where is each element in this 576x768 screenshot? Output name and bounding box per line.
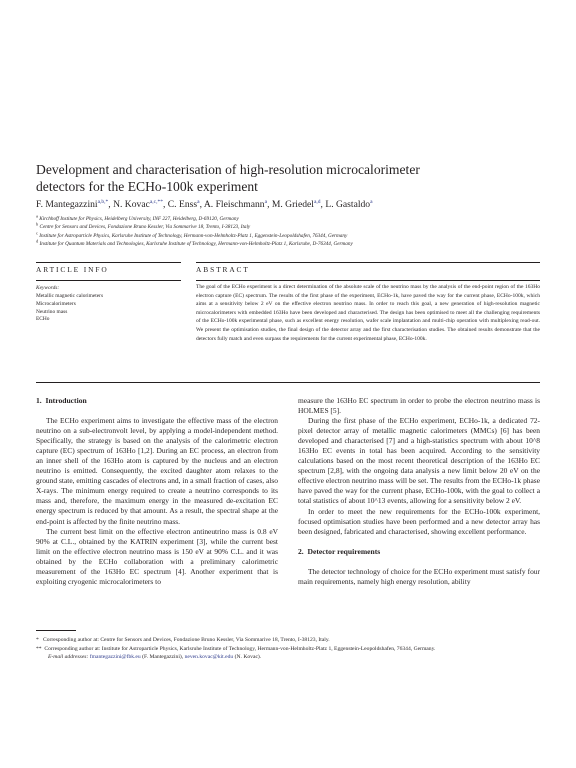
author: C. Enss$^a$, (167, 198, 204, 210)
paper-title-line: detectors for the ECHo-100k experiment (36, 179, 258, 194)
section-heading: 1. Introduction (36, 396, 87, 405)
abstract-text: The goal of the ECHo experiment is a direct determination of the absolute scale of the neutrino mass by the analysis of the end-point region of the 163Ho electron capture (EC) spectrum. The results of the first phase of the experiment, ECHo-1k, have paved the way for the current phase, ECHo-100k, which aims at a sensitivity below 2 eV on the effective electron neutrino mass. In order to reach this goal, a new generation of high-resolution magnetic microcalorimeters with embedded 163Ho have been developed and characterised. The design has been optimised to meet all the challenging requirements of the ECHo-100k experimental phase, such as excellent energy resolution, wafer scale implantation and multi-chip operation with multiplexing read-out. We present the optimisation studies, the final design of the detector array and the first characterisation studies. The obtained results demonstrate that the detectors fully match and even surpass the requirements for the current experimental phase, ECHo-100k. (196, 284, 540, 342)
affiliation: $^b$ Centre for Sensors and Devices, Fondazione Bruno Kessler, Via Sommarive 18, Trento, I-38123, Italy (36, 221, 251, 231)
keyword: Neutrino mass (36, 308, 68, 315)
author: N. Kovac$^{a,c,**}$, (113, 198, 168, 210)
author: A. Fleischmann$^a$, (203, 198, 272, 210)
paragraph: The current best limit on the effective electron antineutrino mass is 0.8 eV 90% at C.L., obtained by the KATRIN experiment [3], while the current best limit on the effective electron neutrino mass is 150 eV at 90% C.L. and it was obtained by the ECHo collaboration with a preliminary calorimetric measurement of the 163Ho EC spectrum [4]. Another experiment that is exploiting cryogenic microcalorimeters to (36, 526, 278, 586)
keyword: ECHo (36, 316, 50, 323)
affiliation: $^d$ Institute for Quantum Materials and Technologies, Karlsruhe Institute of Technology, Hermann-von-Helmholtz-Platz 1, Karlsruhe, D-76344, Germany (36, 238, 353, 248)
divider (36, 382, 540, 383)
affiliation-list (36, 215, 556, 249)
article-info-heading: ARTICLE INFO (36, 265, 109, 274)
keyword-list (36, 293, 103, 324)
email-link[interactable]: neven.kovac@kit.edu (184, 654, 234, 661)
paragraph: The detector technology of choice for the ECHo experiment must satisfy four main requirements, namely high energy resolution, ability (298, 566, 540, 586)
author: L. Gastaldo$^a$ (325, 198, 373, 210)
paper-title (36, 161, 516, 195)
divider (36, 280, 181, 281)
paragraph: In order to meet the new requirements for the ECHo-100k experiment, focused optimisation studies have been performed and a new detector array has been designed, fabricated and characterised, showing excellent performance. (298, 506, 540, 536)
section-heading: 2. Detector requirements (298, 546, 381, 556)
right-column (298, 396, 540, 587)
footnote: * Corresponding author at: Centre for Sensors and Devices, Fondazione Bruno Kessler, Via Sommarive 18, Trento, I-38123, Italy. (36, 637, 330, 643)
author: M. Griedel$^{a,d}$, (271, 198, 326, 210)
footnote-divider (36, 630, 76, 631)
affiliation: $^a$ Kirchhoff Institute for Physics, Heidelberg University, INF 227, Heidelberg, D-69120, Germany (36, 213, 239, 222)
keyword: Microcalorimeters (36, 300, 76, 307)
keywords-label: Keywords: (36, 285, 60, 291)
footnotes (36, 636, 556, 662)
abstract-heading: ABSTRACT (196, 265, 250, 274)
divider (196, 280, 540, 281)
email-line: E-mail addresses: fmantegazzini@fbk.eu (F. Mantegazzini), neven.kovac@kit.edu (N. Kovac). (48, 654, 262, 661)
left-column (36, 396, 278, 587)
paragraph: measure the 163Ho EC spectrum in order to probe the electron neutrino mass is HOLMES [5]. (298, 396, 540, 416)
footnote: ** Corresponding author at: Institute for Astroparticle Physics, Karlsruhe Institute of Technology, Hermann-von-Helmholtz-Platz 1, Eggenstein-Leopoldshafen, 76344, Germany. (36, 645, 436, 652)
divider (196, 262, 540, 263)
author-list (36, 199, 556, 211)
paper-title-line: Development and characterisation of high-resolution microcalorimeter (36, 162, 420, 177)
keyword: Metallic magnetic calorimeters (36, 293, 104, 299)
divider (36, 262, 181, 263)
email-link[interactable]: fmantegazzini@fbk.eu (89, 654, 141, 661)
paragraph: During the first phase of the ECHo experiment, ECHo-1k, a dedicated 72-pixel detector array of metallic magnetic calorimeters (MMCs) [6] has been developed and characterised [7] and a high-statistics spectrum with about 10^8 163Ho EC events in total has been acquired. According to the sensitivity calculations based on the most recent theoretical description of the 163Ho EC spectrum [2,8], with the ongoing data analysis a new limit below 20 eV on the effective electron neutrino mass will be set. The results from the ECHo-1k phase have paved the way for the current phase, ECHo-100k, with the goal to collect a total statistics of about 10^13 events, allowing for a sensitivity below 2 eV. (298, 416, 540, 506)
author: F. Mantegazzini$^{a,b,*}$, (36, 198, 114, 210)
paragraph: The ECHo experiment aims to investigate the effective mass of the electron neutrino on a sub-electronvolt level, by applying a model-independent method. Specifically, the strategy is based on the analysis of the calorimetric electron capture (EC) spectrum of 163Ho [1,2]. During an EC process, an electron from an inner shell of the 163Ho atom is captured by the nucleus and an electron neutrino is emitted. Consequently, the excited daughter atom relaxes to the ground state, emitting cascades of electrons and, in a small fraction of cases, also X-rays. The minimum energy required to create a neutrino corresponds to its mass and, therefore, the maximum energy in the measured de-excitation EC energy spectrum is reduced by that amount. As a result, the spectral shape at the end-point is affected by the finite neutrino mass. (36, 416, 278, 526)
affiliation: $^c$ Institute for Astroparticle Physics, Karlsruhe Institute of Technology, Hermann-von-Helmholtz-Platz 1, Eggenstein-Leopoldshafen, 76344, Germany (36, 230, 348, 239)
